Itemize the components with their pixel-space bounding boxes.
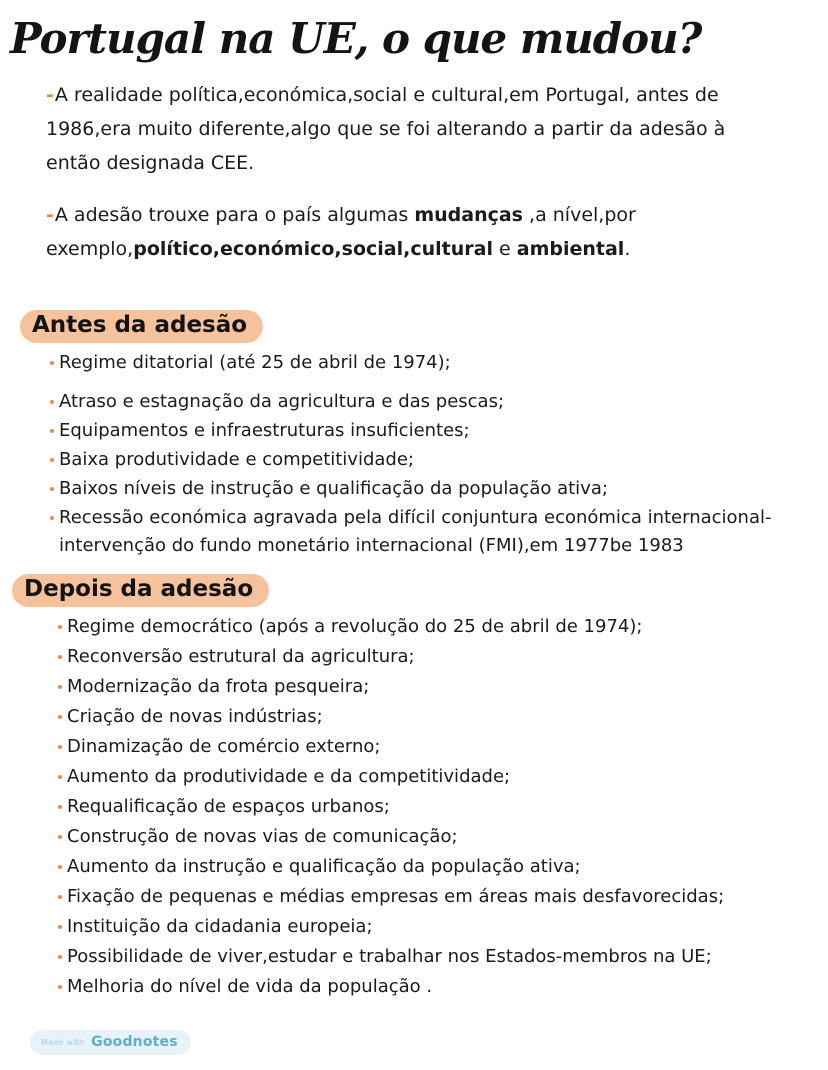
dash-bullet-icon: - xyxy=(46,204,54,227)
list-item-text: Modernização da frota pesqueira; xyxy=(67,676,370,698)
dot-bullet-icon xyxy=(50,458,54,462)
intro-paragraph-text xyxy=(46,84,725,174)
list-item-text: Recessão económica agravada pela difícil conjuntura económica internacional- intervenção do fundo monetário internacional (FMI),em 1977be 1983 xyxy=(59,507,772,557)
sections-container xyxy=(0,310,828,1001)
dot-bullet-icon xyxy=(50,400,54,404)
goodnotes-badge[interactable] xyxy=(30,1030,191,1055)
list-item-text: Instituição da cidadania europeia; xyxy=(67,916,373,938)
section-heading: Depois da adesão xyxy=(12,574,269,607)
list-item xyxy=(58,913,809,941)
body-text: e xyxy=(492,238,517,261)
list-item xyxy=(58,973,809,1001)
dot-bullet-icon xyxy=(58,775,62,779)
section-heading-wrap xyxy=(12,574,828,607)
list-item-text: Criação de novas indústrias; xyxy=(67,706,323,728)
list-item-text: Possibilidade de viver,estudar e trabalhar nos Estados-membros na UE; xyxy=(67,946,712,968)
intro-paragraph-text xyxy=(46,204,636,260)
body-text: exemplo, xyxy=(46,238,134,261)
section-list xyxy=(0,349,828,560)
list-item xyxy=(58,673,809,701)
list-item xyxy=(50,388,801,416)
list-item-text: Dinamização de comércio externo; xyxy=(67,736,381,758)
section-list xyxy=(0,613,828,1001)
dot-bullet-icon xyxy=(58,895,62,899)
dash-bullet-icon: - xyxy=(46,84,54,107)
emphasized-text: político,económico,social,cultural xyxy=(133,238,493,261)
section-heading-wrap xyxy=(20,310,828,343)
dot-bullet-icon xyxy=(58,625,62,629)
dot-bullet-icon xyxy=(58,685,62,689)
section xyxy=(0,310,828,560)
dot-bullet-icon xyxy=(58,715,62,719)
list-item xyxy=(50,349,801,377)
list-item xyxy=(58,793,809,821)
list-item-text: Aumento da produtividade e da competitividade; xyxy=(67,766,511,788)
list-item xyxy=(58,643,809,671)
list-item-text: Requalificação de espaços urbanos; xyxy=(67,796,390,818)
intro-section xyxy=(46,78,828,266)
dot-bullet-icon xyxy=(50,516,54,520)
list-item xyxy=(58,853,809,881)
list-item-text: Construção de novas vias de comunicação; xyxy=(67,826,458,848)
list-item xyxy=(58,763,809,791)
list-item-text: Atraso e estagnação da agricultura e das pescas; xyxy=(59,391,505,413)
list-item xyxy=(58,823,809,851)
list-item-text: Regime ditatorial (até 25 de abril de 1974); xyxy=(59,352,451,374)
list-item-text: Aumento da instrução e qualificação da população ativa; xyxy=(67,856,581,878)
list-item xyxy=(58,733,809,761)
list-item xyxy=(50,504,801,560)
dot-bullet-icon xyxy=(58,745,62,749)
dot-bullet-icon xyxy=(50,487,54,491)
page-title: Portugal na UE, o que mudou? xyxy=(10,14,702,63)
dot-bullet-icon xyxy=(58,985,62,989)
emphasized-text: mudanças xyxy=(414,204,523,227)
body-text: . xyxy=(624,238,631,261)
list-item xyxy=(50,475,801,503)
list-item-text: Fixação de pequenas e médias empresas em áreas mais desfavorecidas; xyxy=(67,886,725,908)
list-item-text: Baixa produtividade e competitividade; xyxy=(59,449,414,471)
section-heading: Antes da adesão xyxy=(20,310,263,343)
dot-bullet-icon xyxy=(58,955,62,959)
list-item-text: Melhoria do nível de vida da população . xyxy=(67,976,433,998)
dot-bullet-icon xyxy=(58,805,62,809)
made-with-label: Made with xyxy=(41,1037,85,1047)
list-item-text: Reconversão estrutural da agricultura; xyxy=(67,646,415,668)
list-item xyxy=(58,943,809,971)
goodnotes-logo: Goodnotes xyxy=(91,1034,178,1050)
list-item xyxy=(50,446,801,474)
intro-paragraph xyxy=(46,198,758,266)
list-item xyxy=(58,703,809,731)
list-item-text: Equipamentos e infraestruturas insuficientes; xyxy=(59,420,470,442)
body-text: A realidade política,económica,social e cultural,em Portugal, antes de 1986,era muito diferente,algo que se foi alterando a partir da adesão à então designada CEE. xyxy=(46,84,726,175)
dot-bullet-icon xyxy=(58,925,62,929)
list-item xyxy=(58,883,809,911)
dot-bullet-icon xyxy=(50,429,54,433)
list-item xyxy=(58,613,809,641)
dot-bullet-icon xyxy=(58,655,62,659)
dot-bullet-icon xyxy=(50,361,54,365)
list-item-text: Regime democrático (após a revolução do 25 de abril de 1974); xyxy=(67,616,643,638)
dot-bullet-icon xyxy=(58,835,62,839)
emphasized-text: ambiental xyxy=(516,238,625,261)
intro-paragraph xyxy=(46,78,758,180)
list-item xyxy=(50,417,801,445)
body-text: A adesão trouxe para o país algumas xyxy=(54,204,415,227)
dot-bullet-icon xyxy=(58,865,62,869)
body-text: ,a nível,por xyxy=(523,204,636,227)
list-item-text: Baixos níveis de instrução e qualificação da população ativa; xyxy=(59,478,608,500)
section xyxy=(0,574,828,1001)
